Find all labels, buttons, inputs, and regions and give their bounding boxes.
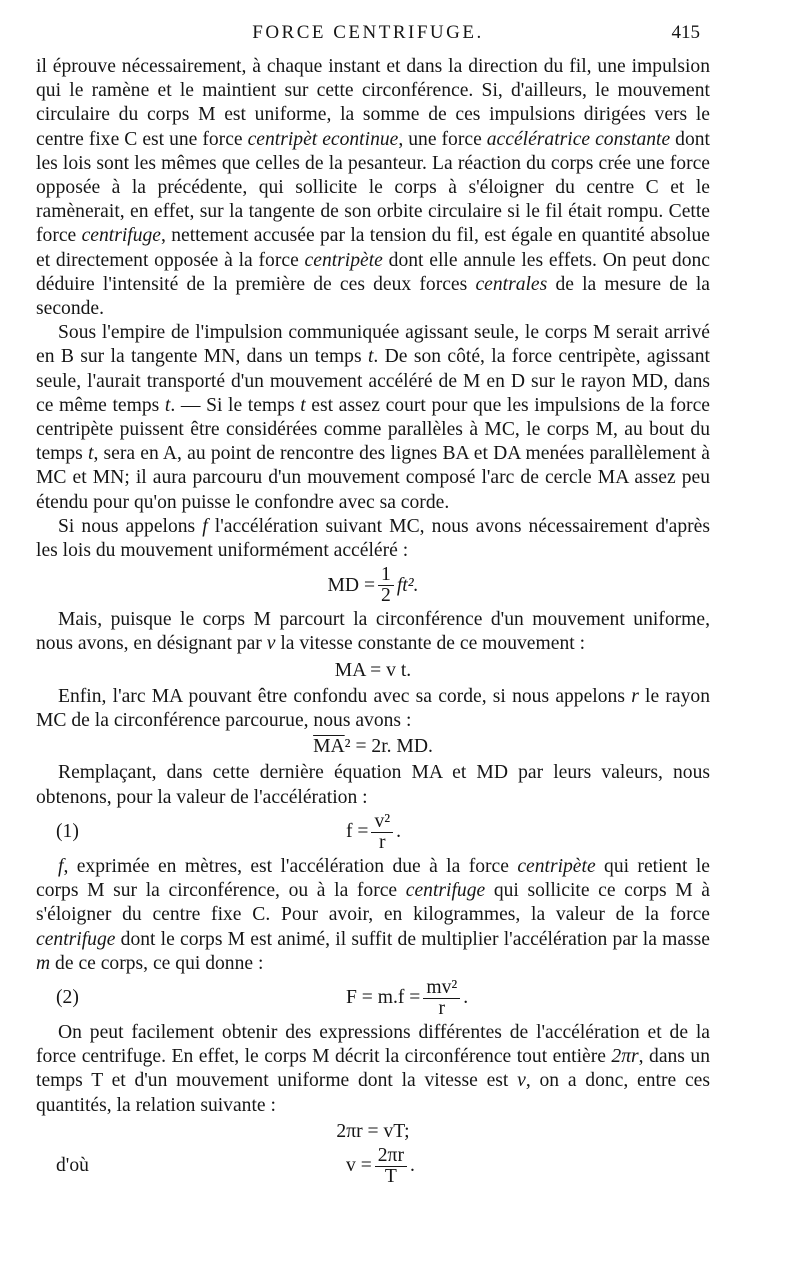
text-span: Enfin, l'arc MA pouvant être confondu avec sa corde, si nous appelons: [58, 685, 632, 707]
equation-1: [36, 812, 710, 853]
text-span: On peut facilement obtenir des expressions différentes de l'accélération et de la force centrifuge. En effet, le corps M décrit la circonférence tout entière: [36, 1021, 710, 1068]
text-span: , exprimée en mètres, est l'accélération due à la force: [63, 855, 518, 877]
numerator: 1: [378, 565, 394, 586]
equation-number: (1): [56, 821, 79, 843]
equation-text: MA = v t.: [334, 659, 412, 681]
italic-term: centripète: [517, 855, 596, 877]
italic-var: m: [36, 952, 51, 974]
equation-rhs: ft².: [396, 574, 419, 596]
italic-var: t: [367, 346, 374, 368]
page-number: 415: [671, 22, 700, 43]
equation-velocity: [36, 1146, 710, 1187]
text-span: qui sollicite ce corps M à s'éloigner du centre fixe C. Pour avoir, en kilogrammes, la valeur de la force: [36, 880, 710, 926]
italic-var: t: [300, 394, 306, 416]
italic-term: centrales: [475, 273, 548, 295]
fraction: [371, 812, 393, 853]
italic-var: t: [164, 394, 171, 416]
italic-var: v: [266, 633, 276, 655]
running-title: FORCE CENTRIFUGE.: [252, 22, 484, 43]
equation-ma-squared: [36, 735, 710, 759]
italic-term: centrifuge: [405, 880, 486, 902]
text-span: , sera en A, au point de rencontre des lignes BA et DA menées parallèlement à MC et MN; il aura parcouru d'un mouvement composé l'arc de cercle MA assez peu étendu pour qu'on puisse le confondre avec sa corde.: [36, 443, 710, 513]
text-span: est assez court pour que les impulsions de la force centripète puissent être considérées comme parallèles à MC, le corps M, au bout du temps: [36, 394, 710, 465]
text-span: dont elle annule les effets. On peut donc déduire l'intensité de la première de ces deux forces: [36, 249, 711, 295]
italic-term: centrifuge: [81, 225, 161, 247]
equation-text: 2πr = vT;: [336, 1120, 410, 1142]
equation-2: [36, 978, 710, 1019]
numerator: 2πr: [375, 1146, 407, 1167]
text-span: . — Si le temps: [170, 394, 301, 416]
overlined-term: $\overline{MA}$: [313, 736, 345, 758]
body-text: [36, 55, 710, 1189]
text-span: , on a donc, entre ces quantités, la relation suivante :: [36, 1070, 710, 1116]
text-span: il éprouve nécessairement, à chaque instant et dans la direction du fil, une impulsion qui le ramène et le maintient sur cette circonférence. Si, d'ailleurs, le mouvement circulaire du corps M est uniforme, la somme de ces impulsions dirigées vers le centre fixe C est une force: [36, 56, 710, 150]
text-span: Remplaçant, dans cette dernière équation MA et MD par leurs valeurs, nous obtenons, pour la valeur de l'accélération :: [36, 762, 710, 808]
text-span: , dans un temps T et d'un mouvement uniforme dont la vitesse est: [36, 1046, 710, 1092]
equation-lhs: v =: [346, 1155, 372, 1177]
italic-term: centripète: [304, 249, 383, 271]
denominator: 2: [381, 585, 391, 607]
italic-term: accélératrice constante: [486, 128, 671, 150]
equation-tail: .: [463, 987, 469, 1009]
denominator: r: [438, 997, 446, 1019]
text-span: dont les lois sont les mêmes que celles de la pesanteur. La réaction du corps crée une force opposée à la précédente, qui sollicite le corps à s'éloigner du centre C et le ramènerait, en effet, sur la tangente de son orbite circulaire si le fil était rompu. Cette force: [36, 128, 711, 247]
text-span: , nettement accusée par la tension du fil, est égale en quantité absolue et directement opposée à la force: [36, 225, 711, 271]
equation-number: (2): [56, 987, 79, 1009]
text-span: , une force: [398, 128, 487, 150]
text-span: le rayon MC de la circonférence parcourue, nous avons :: [36, 685, 711, 732]
text-span: l'accélération suivant MC, nous avons nécessairement d'après les lois du mouvement uniformément accéléré :: [36, 515, 710, 562]
denominator: T: [384, 1165, 397, 1187]
equation-prefix: d'où: [56, 1155, 89, 1177]
equation-lhs: f =: [346, 821, 369, 843]
text-span: Sous l'empire de l'impulsion communiquée agissant seule, le corps M serait arrivé en B sur la tangente MN, dans un temps: [36, 322, 710, 368]
italic-term: centripèt econtinue: [247, 128, 399, 150]
paragraph-1: [36, 55, 710, 321]
italic-var: r: [631, 685, 639, 707]
equation-tail: .: [409, 1155, 415, 1177]
fraction: [378, 565, 394, 606]
paragraph-5: [36, 685, 710, 733]
equation-circumference: [36, 1120, 710, 1144]
paragraph-2: [36, 321, 710, 515]
equation-text: ² = 2r. MD.: [344, 736, 433, 758]
italic-var: t: [88, 443, 94, 465]
text-span: . De son côté, la force centripète, agissant seule, l'aurait transporté d'un mouvement accéléré de M en D sur le rayon MD, dans ce même temps: [36, 346, 710, 416]
text-span: Mais, puisque le corps M parcourt la circonférence d'un mouvement uniforme, nous avons, en désignant par: [36, 609, 710, 655]
paragraph-3: [36, 515, 710, 563]
denominator: r: [379, 831, 386, 853]
fraction: [423, 978, 460, 1019]
equation-lhs: MD =: [327, 574, 376, 596]
italic-var: f: [202, 515, 208, 537]
text-span: Si nous appelons: [58, 515, 203, 537]
equation-md: [36, 565, 710, 606]
equation-lhs: F = m.f =: [346, 987, 421, 1009]
fraction: [375, 1146, 407, 1187]
italic-term: centrifuge: [36, 928, 116, 950]
equation-ma: [36, 659, 710, 683]
italic-var: f: [58, 855, 64, 877]
italic-var: 2πr: [611, 1046, 639, 1068]
italic-var: v: [517, 1070, 526, 1092]
paragraph-7: [36, 855, 710, 976]
text-span: qui retient le corps M sur la circonférence, ou à la force: [36, 855, 710, 902]
text-span: la vitesse constante de ce mouvement :: [275, 633, 586, 655]
paragraph-6: [36, 761, 710, 809]
paragraph-8: [36, 1021, 710, 1118]
numerator: v²: [371, 812, 393, 833]
text-span: dont le corps M est animé, il suffit de multiplier l'accélération par la masse: [115, 928, 710, 950]
equation-tail: .: [396, 821, 402, 843]
paragraph-4: [36, 608, 710, 656]
numerator: mv²: [423, 978, 460, 999]
text-span: de ce corps, ce qui donne :: [50, 952, 264, 974]
text-span: de la mesure de la seconde.: [36, 273, 711, 320]
page-header: [36, 22, 700, 52]
